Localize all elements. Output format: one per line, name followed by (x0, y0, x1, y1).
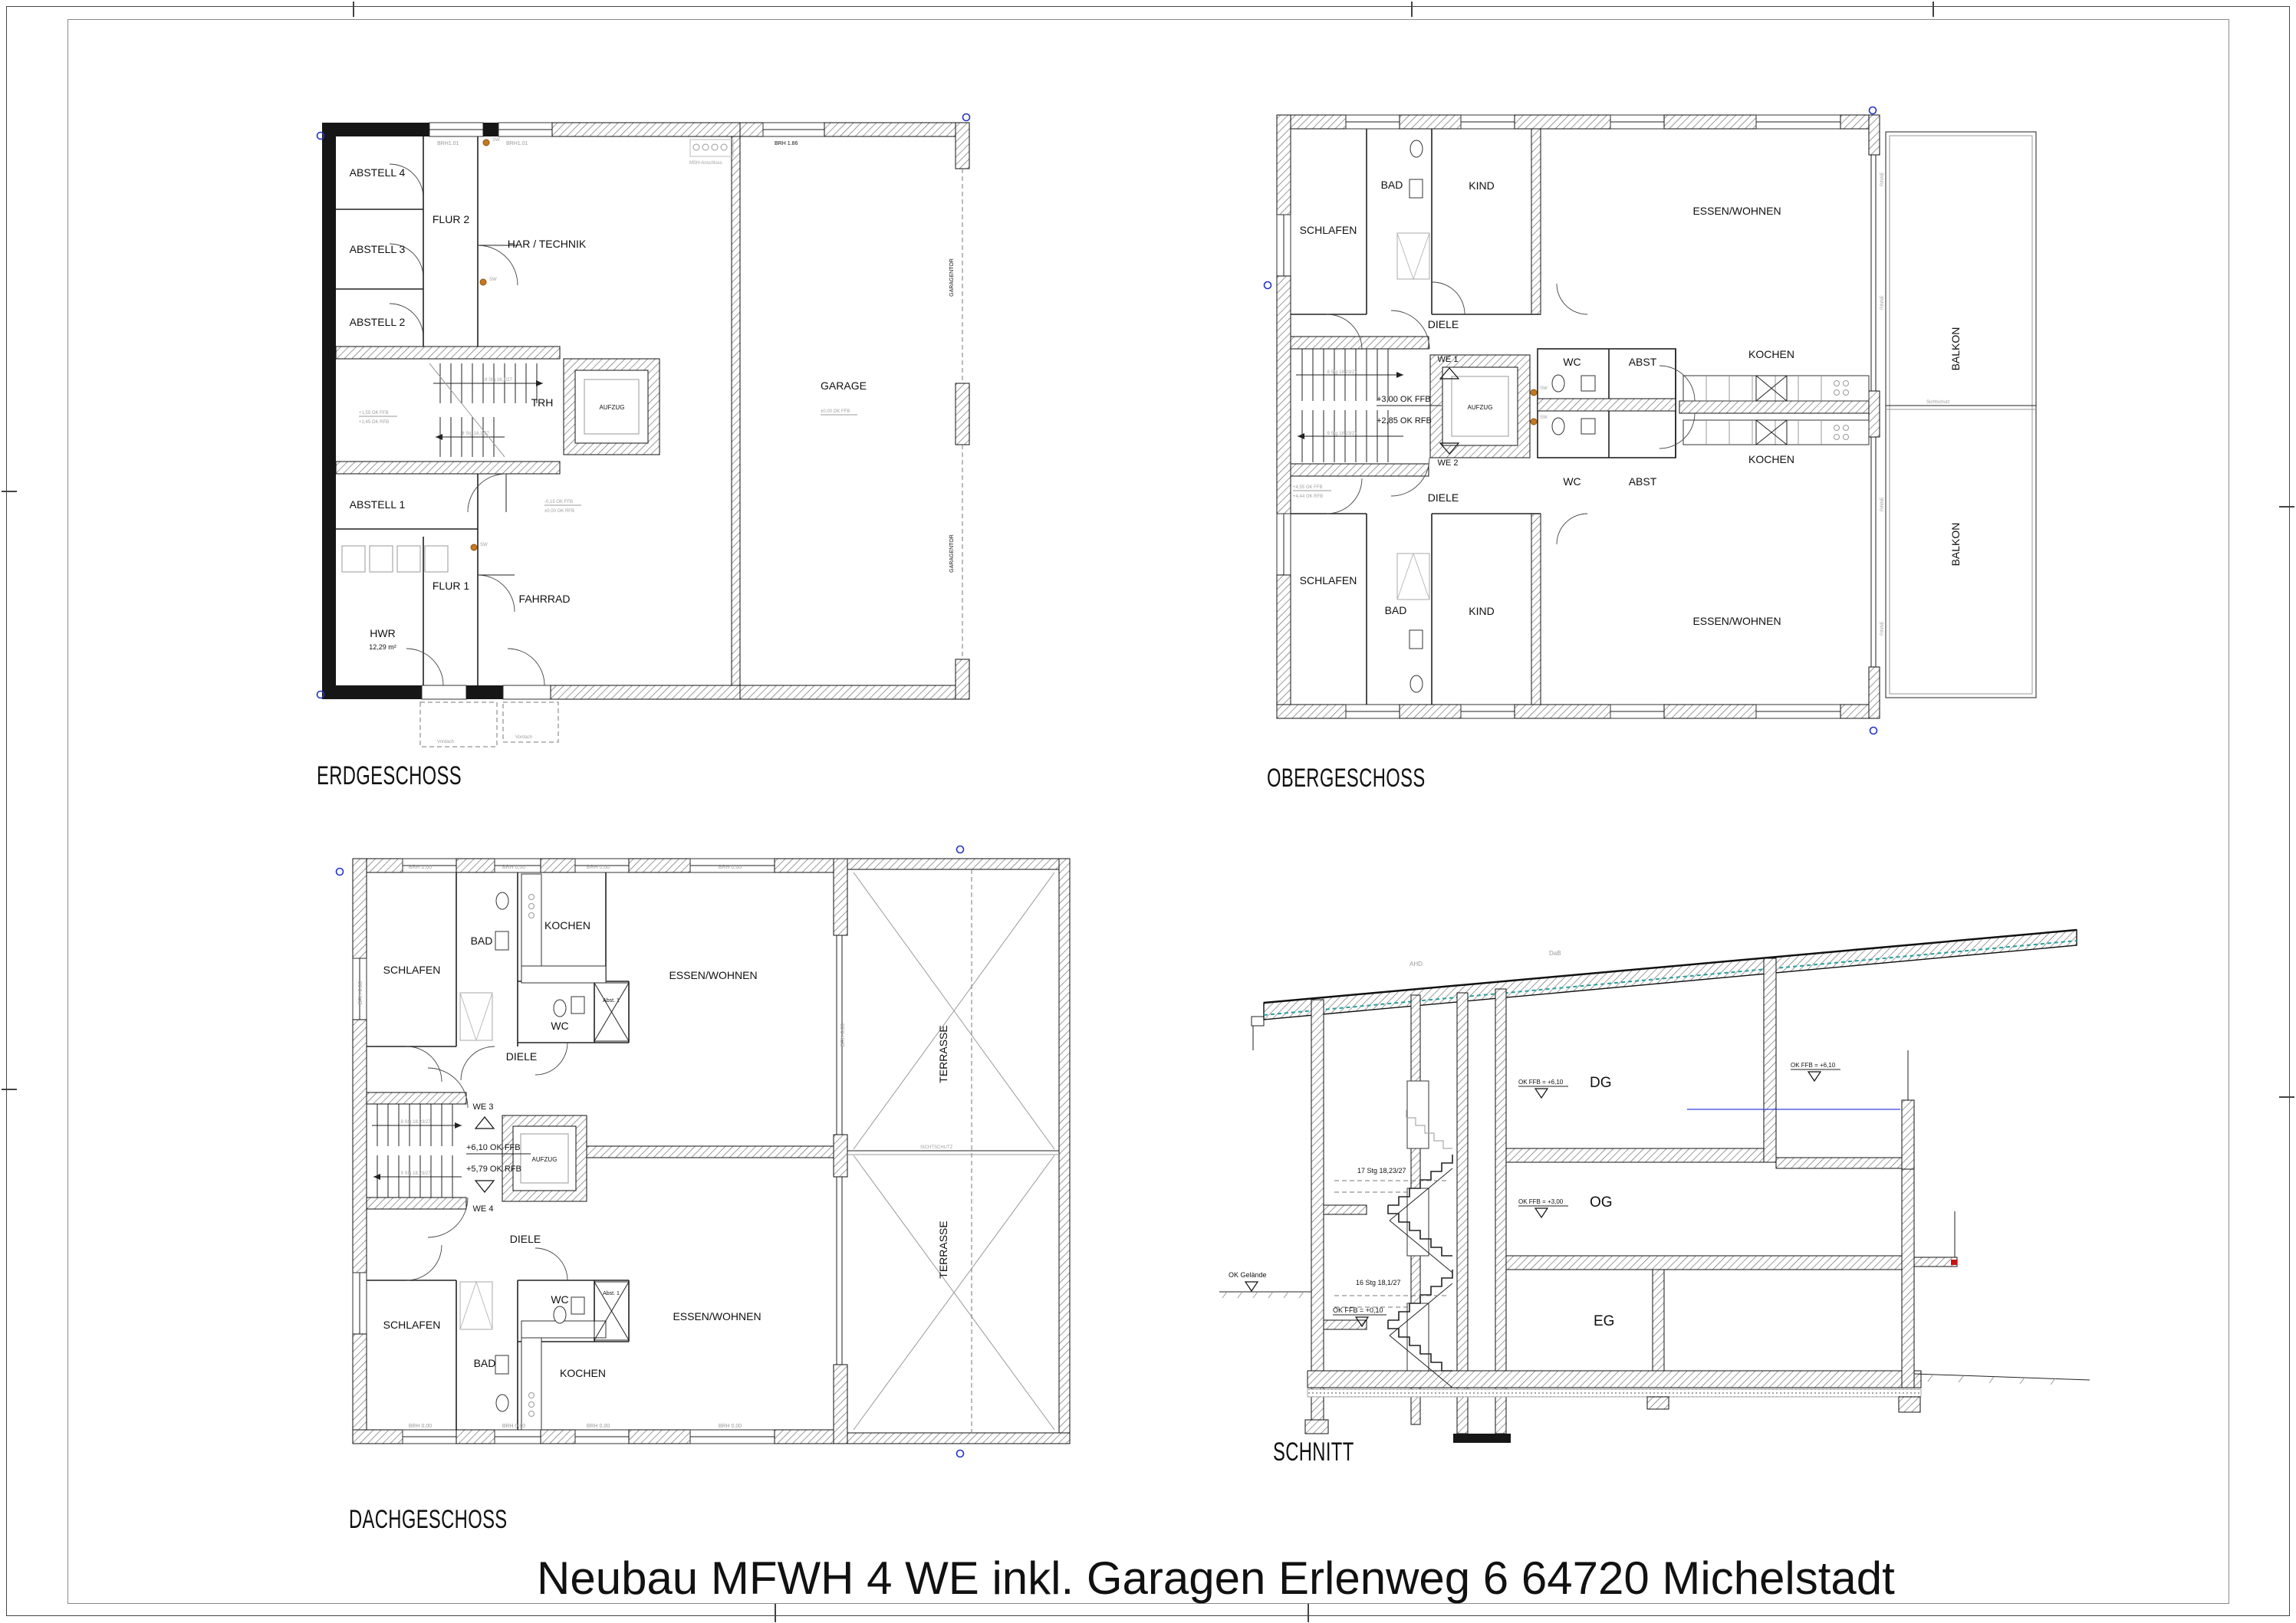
room-label-essen: ESSEN/WOHNEN (1692, 615, 1781, 627)
room-label-wc: WC (1563, 475, 1581, 488)
window-label-brh: BRH 0,00 (502, 1424, 526, 1429)
room-label-bad: BAD (1384, 604, 1407, 616)
window-label-brh: BRH 0,00 (718, 865, 742, 870)
room-label-diele: DIELE (505, 1050, 538, 1063)
balkon-label: BALKON (1949, 522, 1962, 567)
room-label-abstell2: ABSTELL 2 (349, 316, 406, 328)
room-label-wc: WC (551, 1293, 569, 1306)
storey-label-dg: DG (1590, 1075, 1612, 1091)
window-label-brh101: BRH1.01 (437, 141, 459, 146)
room-label-abst: Abst. 1 (603, 998, 620, 1004)
sw-label: SW (480, 543, 488, 547)
room-label-garage: GARAGE (821, 379, 867, 392)
room-label-schlafen: SCHLAFEN (1299, 224, 1357, 236)
fold-mark (1411, 2, 1413, 17)
vordach-label: Vordach (437, 740, 455, 744)
room-label-essen: ESSEN/WOHNEN (1692, 205, 1781, 217)
level-label: ±0,00 OK FFB (821, 409, 850, 414)
window-label-brh101: BRH1.01 (506, 141, 528, 146)
sichtschutz-label: Sichtschutz (1926, 400, 1950, 405)
stair-steps-label: 9 Stg 18,23/27 (400, 1171, 431, 1176)
level-label: +4,44 OK RFB (1293, 494, 1324, 499)
room-label-schlafen: SCHLAFEN (383, 964, 441, 976)
dg-we-triangles (475, 1117, 494, 1192)
room-label-aufzug: AUFZUG (1467, 404, 1493, 411)
window-label-brh: BRH 0,00 (408, 1424, 433, 1429)
room-label-kind: KIND (1469, 179, 1495, 192)
schnitt-section (1219, 905, 2094, 1472)
fold-mark (1308, 1604, 1309, 1622)
rinne-label: RINNE (1880, 621, 1885, 636)
eg-floorplan (314, 107, 989, 767)
og-floorplan (1265, 84, 2078, 759)
rinne-label: RINNE (1880, 172, 1885, 186)
storey-label-eg: EG (1594, 1313, 1615, 1329)
fold-mark (2279, 1096, 2294, 1098)
stair-steps-label: 8 Stg 18,23/27 (1327, 370, 1357, 375)
room-label-wc: WC (551, 1020, 569, 1032)
storey-label-og: OG (1590, 1194, 1613, 1211)
og-balcony (1886, 132, 2036, 698)
sw-label: SW (492, 138, 500, 143)
schnitt-title: SCHNITT (1273, 1437, 1354, 1467)
fold-mark (2, 491, 17, 492)
dg-terrace (847, 859, 1070, 1444)
dg-floorplan (330, 843, 1089, 1480)
we4-label: WE 4 (472, 1204, 494, 1214)
room-label-flur2: FLUR 2 (432, 213, 470, 225)
sw-label: SW (1540, 386, 1548, 391)
level-label: OK FFB = +0,10 (1333, 1306, 1383, 1314)
room-label-trh: TRH (531, 396, 554, 409)
terrasse-label: TERRASSE (937, 1025, 949, 1083)
stair-steps-label: 8 Stg 18,23/27 (400, 1120, 431, 1125)
stair-steps-label: 8 Stg 18,1/27 (462, 432, 489, 436)
eg-fixtures (342, 140, 733, 747)
rinne-label: RINNE (1880, 295, 1885, 310)
ahd-label: AHD (1410, 961, 1423, 968)
garagentor-label: GARAGENTOR (949, 534, 955, 573)
room-label-diele: DIELE (1427, 318, 1459, 330)
stair-steps-label: 8 Stg 18,1/27 (485, 378, 512, 383)
fold-mark (2279, 506, 2294, 508)
room-label-diele: DIELE (509, 1233, 541, 1245)
eg-title: ERDGESCHOSS (317, 761, 462, 790)
level-label: +6,10 OK FFB (466, 1143, 521, 1152)
window-label-brh: BRH 0,00 (586, 1424, 610, 1429)
stair-steps-label: 9 Stg 18,23/27 (1327, 432, 1357, 436)
room-label-kochen: KOCHEN (1748, 453, 1794, 465)
room-label-abstell4: ABSTELL 4 (349, 166, 406, 179)
rinne-label: RINNE (1880, 497, 1885, 511)
room-label-essen: ESSEN/WOHNEN (673, 1310, 761, 1322)
room-label-aufzug: AUFZUG (531, 1156, 558, 1163)
room-label-diele: DIELE (1427, 491, 1459, 504)
room-label-fahrrad: FAHRRAD (518, 593, 571, 605)
we3-label: WE 3 (472, 1102, 494, 1112)
level-label: +1,45 OK RFB (359, 420, 390, 425)
room-label-abst: Abst. 1 (603, 1291, 620, 1296)
room-label-bad: BAD (1380, 179, 1403, 191)
fold-mark (353, 2, 354, 17)
schnitt-structure (1219, 958, 2090, 1443)
level-label: OK FFB = +3,00 (1518, 1198, 1564, 1205)
room-label-essen: ESSEN/WOHNEN (669, 969, 758, 981)
window-label-brh: BRH 0,00 (586, 865, 610, 870)
room-label-abst: ABST (1628, 475, 1657, 488)
window-label-brh: BRH 0,00 (502, 865, 526, 870)
room-label-aufzug: AUFZUG (599, 404, 625, 411)
fold-mark (775, 1604, 776, 1622)
room-label-hwr: HWR (370, 627, 396, 639)
window-label-brh186: BRH 1.86 (775, 141, 798, 146)
room-label-bad: BAD (470, 935, 493, 947)
room-label-kochen: KOCHEN (1748, 348, 1794, 360)
window-label-brh: BRH 0,00 (840, 1023, 846, 1047)
room-label-bad: BAD (473, 1357, 496, 1369)
level-label: -0,15 OK FFB (544, 500, 574, 504)
dg-walls (353, 859, 847, 1444)
room-label-flur1: FLUR 1 (432, 580, 470, 592)
sw-label: SW (1540, 416, 1548, 420)
we2-label: WE 2 (1437, 458, 1459, 468)
dg-stairs (372, 1104, 462, 1198)
window-label-brh: BRH 0,00 (358, 981, 363, 1005)
level-label: OK FFB = +6,10 (1518, 1079, 1564, 1086)
dab-label: DaB (1549, 950, 1561, 957)
og-walls (1277, 115, 1880, 718)
room-label-har-technik: HAR / TECHNIK (507, 238, 587, 250)
room-label-abst: ABST (1628, 356, 1657, 368)
vordach-label: Vordach (515, 735, 533, 740)
og-title: OBERGESCHOSS (1267, 764, 1426, 793)
level-label: +5,79 OK RFB (466, 1165, 521, 1174)
room-label-schlafen: SCHLAFEN (1299, 574, 1357, 586)
balkon-label: BALKON (1949, 327, 1962, 371)
level-label: +2,85 OK RFB (1377, 416, 1432, 425)
level-label: ±0,00 OK RFB (544, 509, 574, 514)
room-label-kochen: KOCHEN (544, 919, 590, 931)
stair-steps-label: 17 Stg 18,23/27 (1357, 1167, 1406, 1175)
fold-mark (1933, 2, 1934, 17)
msh-label: MSH-Anschluss (689, 161, 722, 166)
sichtschutz-label: SICHTSCHUTZ (920, 1145, 953, 1150)
we1-label: WE 1 (1437, 355, 1459, 364)
room-label-schlafen: SCHLAFEN (383, 1319, 441, 1331)
level-label: +4,55 OK FFB (1293, 485, 1323, 490)
terrasse-label: TERRASSE (937, 1221, 949, 1279)
room-label-abstell1: ABSTELL 1 (349, 498, 406, 511)
eg-room-labels (350, 166, 867, 651)
schnitt-stairs (1334, 1110, 1452, 1388)
window-label-brh: BRH 0,00 (408, 865, 433, 870)
room-label-abstell3: ABSTELL 3 (349, 243, 406, 255)
level-label: OK Gelände (1229, 1271, 1267, 1279)
room-label-kochen: KOCHEN (560, 1367, 606, 1379)
room-area-hwr: 12,29 m² (369, 643, 396, 651)
level-label: +1,55 OK FFB (359, 411, 389, 416)
stair-steps-label: 16 Stg 18,1/27 (1356, 1279, 1401, 1286)
dg-title: DACHGESCHOSS (349, 1505, 508, 1534)
level-label: OK FFB = +6,10 (1791, 1062, 1836, 1069)
sw-label: SW (489, 278, 497, 282)
room-label-kind: KIND (1469, 605, 1495, 617)
garagentor-label: GARAGENTOR (949, 258, 955, 297)
schnitt-roof (1252, 930, 2077, 1050)
level-label: +3,00 OK FFB (1377, 395, 1431, 404)
fold-mark (2, 1089, 17, 1090)
room-label-wc: WC (1563, 356, 1581, 368)
window-label-brh: BRH 0,00 (718, 1424, 742, 1429)
sheet-main-title: Neubau MFWH 4 WE inkl. Garagen Erlenweg 6 64720 Michelstadt (537, 1552, 1895, 1604)
